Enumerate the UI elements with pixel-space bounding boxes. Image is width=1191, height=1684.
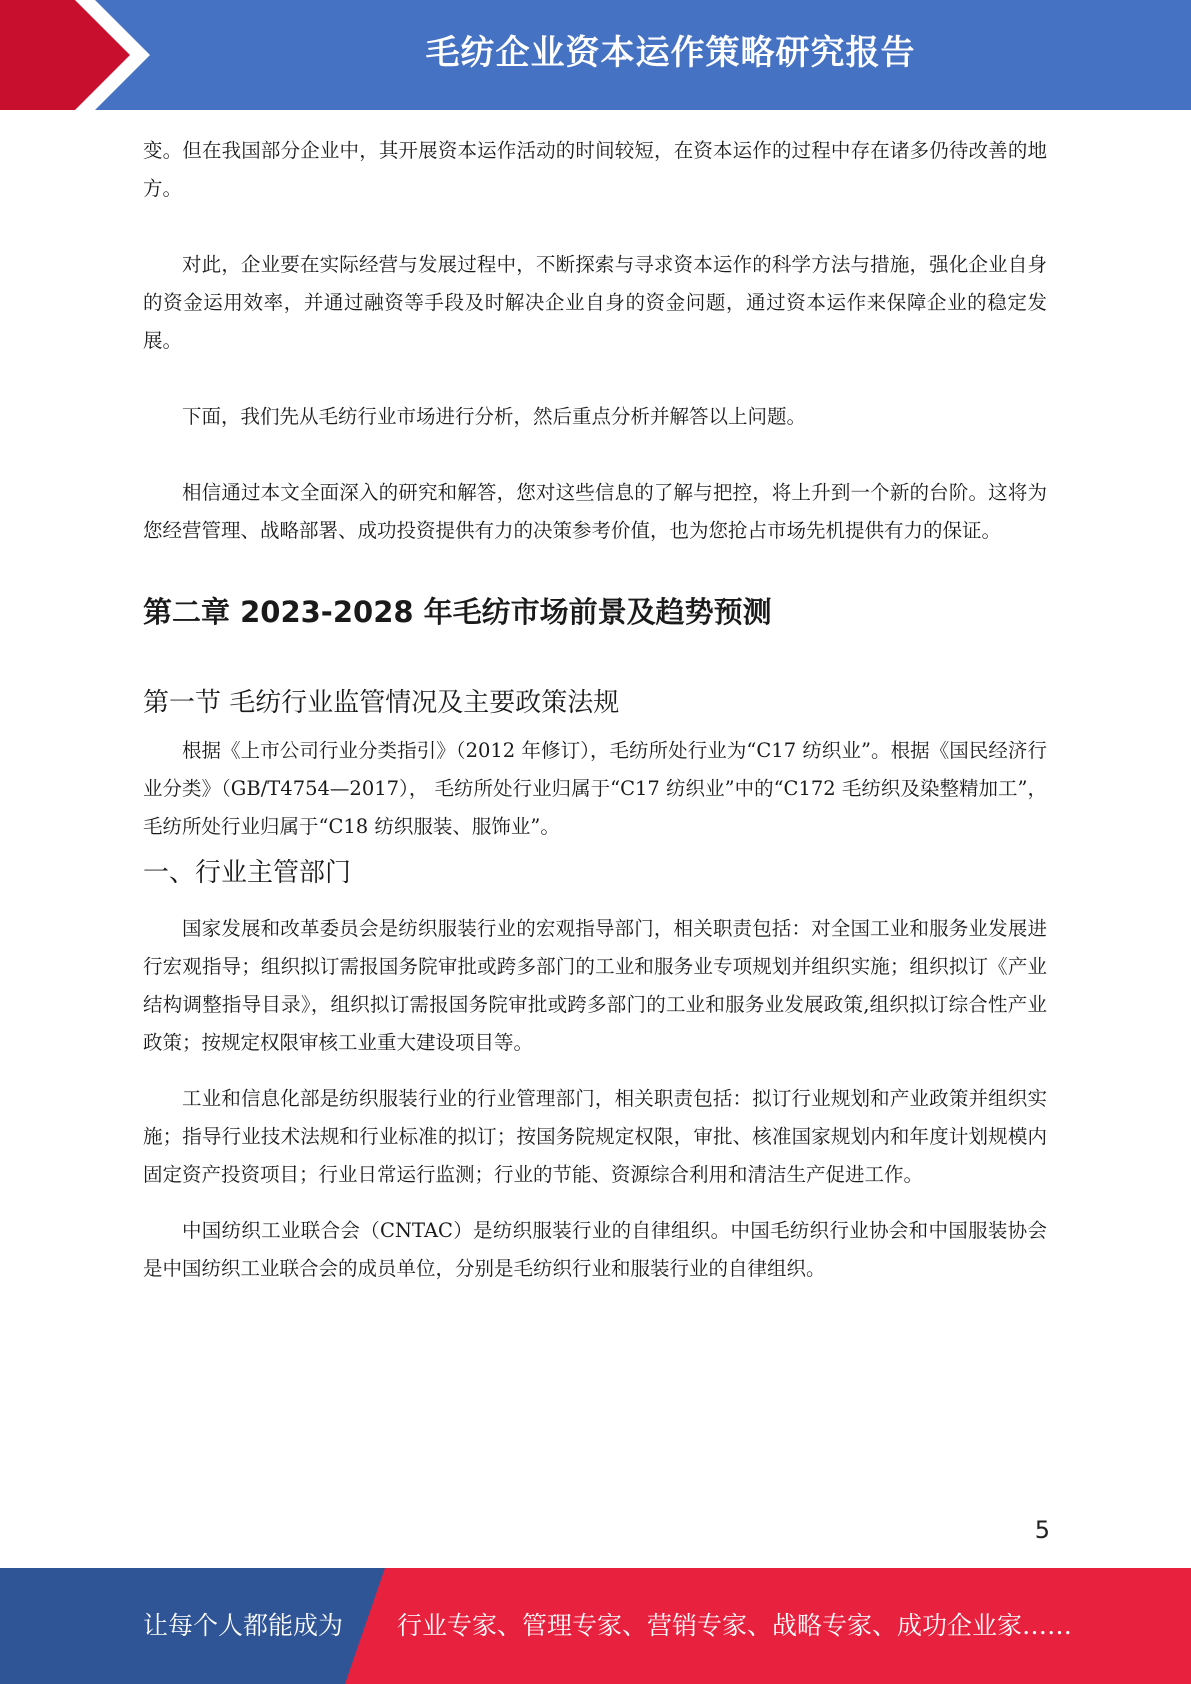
report-title: 毛纺企业资本运作策略研究报告: [425, 33, 916, 73]
paragraph: 工业和信息化部是纺织服装行业的行业管理部门，相关职责包括：拟订行业规划和产业政策并组织实施；指导行业技术法规和行业标准的拟订；按国务院规定权限，审批、核准国家规划内和年度计划规模内固定资产投资项目；行业日常运行监测；行业的节能、资源综合利用和清洁生产促进工作。: [143, 1087, 1047, 1186]
paragraph: 对此，企业要在实际经营与发展过程中，不断探索与寻求资本运作的科学方法与措施，强化企业自身的资金运用效率，并通过融资等手段及时解决企业自身的资金问题，通过资本运作来保障企业的稳定发展。: [143, 253, 1047, 352]
paragraph: 根据《上市公司行业分类指引》（2012 年修订），毛纺所处行业为“C17 纺织业”。根据《国民经济行业分类》（GB/T4754—2017）， 毛纺所处行业归属于“C17 纺织业”中的“C172 毛纺织及染整精加工”，毛纺所处行业归属于“C18 纺织服装、服饰业”。: [143, 739, 1047, 838]
footer-slogan-right: 行业专家、管理专家、营销专家、战略专家、成功企业家……: [397, 1611, 1073, 1640]
paragraph: 相信通过本文全面深入的研究和解答，您对这些信息的了解与把控，将上升到一个新的台阶。这将为您经营管理、战略部署、成功投资提供有力的决策参考价值，也为您抢占市场先机提供有力的保证。: [143, 481, 1047, 542]
paragraph: 下面，我们先从毛纺行业市场进行分析，然后重点分析并解答以上问题。: [182, 405, 807, 428]
paragraph: 中国纺织工业联合会（CNTAC）是纺织服装行业的自律组织。中国毛纺织行业协会和中国服装协会是中国纺织工业联合会的成员单位，分别是毛纺织行业和服装行业的自律组织。: [143, 1219, 1047, 1280]
page-content: [143, 132, 1047, 1288]
page-number: 5: [1034, 1516, 1050, 1544]
section-heading: 第一节 毛纺行业监管情况及主要政策法规: [143, 688, 620, 718]
paragraph: 变。但在我国部分企业中，其开展资本运作活动的时间较短，在资本运作的过程中存在诸多仍待改善的地方。: [143, 139, 1047, 200]
paragraph: 国家发展和改革委员会是纺织服装行业的宏观指导部门，相关职责包括：对全国工业和服务业发展进行宏观指导；组织拟订需报国务院审批或跨多部门的工业和服务业专项规划并组织实施；组织拟订《产业结构调整指导目录》，组织拟订需报国务院审批或跨多部门的工业和服务业发展政策,组织拟订综合性产业政策；按规定权限审核工业重大建设项目等。: [143, 917, 1047, 1054]
page-header: [0, 0, 1191, 110]
page-footer: [0, 1568, 1191, 1684]
footer-slogan-left: 让每个人都能成为: [143, 1611, 344, 1640]
subsection-heading: 一、行业主管部门: [143, 858, 352, 888]
chapter-heading: 第二章 2023-2028 年毛纺市场前景及趋势预测: [143, 595, 772, 629]
